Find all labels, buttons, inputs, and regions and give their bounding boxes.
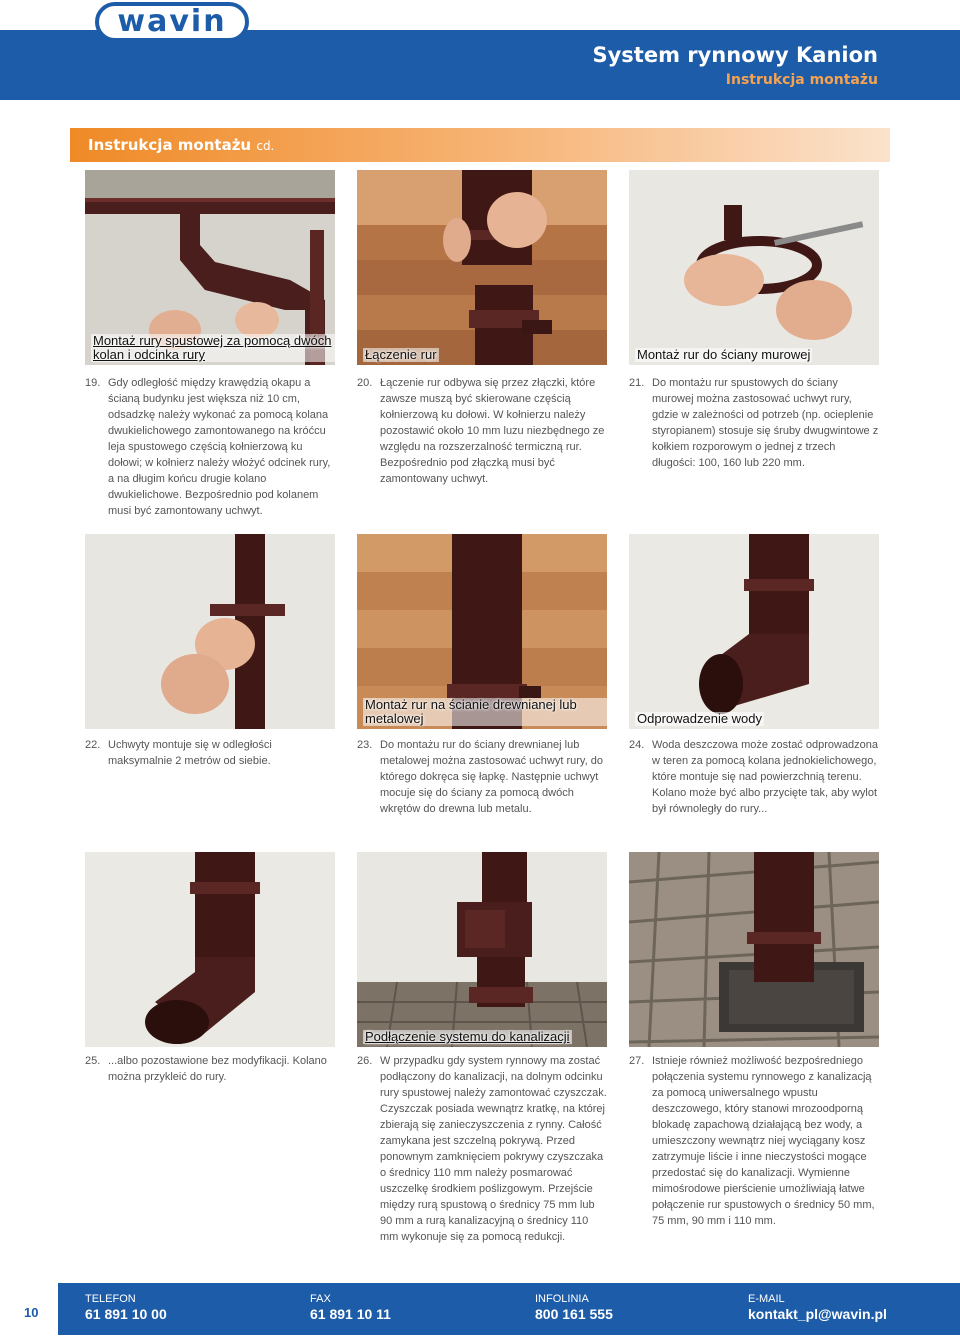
step-number: 22. — [85, 739, 101, 751]
photo-24 — [629, 534, 879, 729]
footer-email — [748, 1293, 887, 1323]
photo-caption: Odprowadzenie wody — [637, 711, 763, 726]
document-title: System rynnowy Kanion — [592, 43, 878, 67]
step-number: 26. — [357, 1055, 373, 1067]
footer-phone — [85, 1293, 167, 1323]
photo-caption: Montaż rury spustowej za pomocą dwóch kolan i odcinka rury — [91, 334, 335, 362]
step-number: 21. — [629, 377, 645, 389]
footer-email-label: E-MAIL — [748, 1293, 785, 1305]
footer-fax — [310, 1293, 391, 1323]
step-text: Woda deszczowa może zostać odprowadzona w teren za pomocą kolana jednokielichowego, które montuje się nad powierzchnią terenu. Kolano może być albo przycięte tak, aby wylot był równoległy do rury... — [652, 739, 879, 815]
step-21 — [629, 375, 879, 471]
step-24 — [629, 737, 879, 817]
photo-25 — [85, 852, 335, 1047]
step-text: W przypadku gdy system rynnowy ma zostać podłączony do kanalizacji, na dolnym odcinku rury spustowej należy zamontować czyszczak. Czyszczak posiada wewnątrz kratkę, na której zbierają się zanieczyszczenia z rynny. Całość zamykana jest szczelną pokrywą. Przed ponownym zamknięciem pokrywy czyszczaka o średnicy 110 mm należy posmarować uszczelkę środkiem poślizgowym. Przejście między rurą spustową o średnicy 75 mm lub 90 mm a rurą kanalizacyjną o średnicy 110 mm wykonuje się za pomocą redukcji. — [380, 1055, 607, 1243]
footer-phone-value: 61 891 10 00 — [85, 1306, 167, 1322]
wavin-logo: wavin — [95, 2, 249, 42]
photo-caption: Łączenie rur — [365, 347, 437, 362]
step-number: 25. — [85, 1055, 101, 1067]
step-23 — [357, 737, 607, 817]
footer-infoline — [535, 1293, 613, 1323]
document-subtitle: Instrukcja montażu — [725, 72, 878, 88]
section-bar — [70, 128, 890, 162]
step-text: Gdy odległość między krawędzią okapu a ścianą budynku jest większa niż 10 cm, odsadzkę należy wykonać za pomocą kolana dwukielichowego zamontowanego na króćcu leja spustowego częścią kołnierzową ku dołowi; w kołnierz należy włożyć odcinek rury, a na długim końcu drugie kolano dwukielichowe. Bezpośrednio pod kolanem musi być zamontowany uchwyt. — [108, 377, 331, 517]
photo-23 — [357, 534, 607, 729]
step-text: ...albo pozostawione bez modyfikacji. Kolano można przykleić do rury. — [108, 1055, 327, 1083]
footer-email-value: kontakt_pl@wavin.pl — [748, 1306, 887, 1322]
step-number: 23. — [357, 739, 373, 751]
step-number: 24. — [629, 739, 645, 751]
step-text: Łączenie rur odbywa się przez złączki, które zawsze muszą być skierowane częścią kołnierzową ku dołowi. W kołnierzu należy pozostawić około 10 mm luzu niezbędnego ze względu na rozszerzalność termiczną rur. Bezpośrednio pod złączką musi być zamontowany uchwyt. — [380, 377, 605, 485]
step-text: Istnieje również możliwość bezpośredniego połączenia systemu rynnowego z kanalizacją za pomocą uniwersalnego wpustu deszczowego, który stanowi mrozoodporną blokadę zapachową działającą bez wody, a umieszczony wewnątrz niej wyciągany kosz zatrzymuje liście i inne nieczystości mogące przedostać się do kanalizacji. Wymienne mimośrodowe pierścienie umożliwiają łatwe połączenie rur spustowych o średnicy 50 mm, 75 mm, 90 mm i 110 mm. — [652, 1055, 875, 1227]
photo-19 — [85, 170, 335, 365]
photo-caption: Podłączenie systemu do kanalizacji — [365, 1029, 570, 1044]
section-title — [88, 136, 274, 154]
step-text: Do montażu rur spustowych do ściany murowej można zastosować uchwyt rury, gdzie w zależności od potrzeb (np. ocieplenie styropianem) stosuje się śruby dwugwintowe z kołkiem rozporowym o jednej z trzech długości: 100, 160 lub 220 mm. — [652, 377, 879, 469]
step-26 — [357, 1053, 607, 1245]
photo-21 — [629, 170, 879, 365]
footer-infoline-label: INFOLINIA — [535, 1293, 589, 1305]
footer-fax-value: 61 891 10 11 — [310, 1306, 391, 1322]
photo-22 — [85, 534, 335, 729]
step-20 — [357, 375, 607, 487]
photo-20 — [357, 170, 607, 365]
step-25 — [85, 1053, 335, 1085]
step-22 — [85, 737, 335, 769]
page-number: 10 — [24, 1305, 39, 1320]
section-title-suffix: cd. — [256, 139, 275, 153]
photo-caption: Montaż rur do ściany murowej — [637, 347, 811, 362]
section-title-text: Instrukcja montażu — [88, 136, 252, 154]
step-number: 20. — [357, 377, 373, 389]
photo-26 — [357, 852, 607, 1047]
photo-caption: Montaż rur na ścianie drewnianej lub metalowej — [363, 698, 607, 726]
step-27 — [629, 1053, 879, 1229]
footer-phone-label: TELEFON — [85, 1293, 136, 1305]
step-number: 27. — [629, 1055, 645, 1067]
step-text: Do montażu rur do ściany drewnianej lub metalowej można zastosować uchwyt rury, do którego dokręca się łapkę. Następnie uchwyt mocuje się do ściany za pomocą dwóch wkrętów do drewna lub metalu. — [380, 739, 603, 815]
footer-fax-label: FAX — [310, 1293, 331, 1305]
step-number: 19. — [85, 377, 101, 389]
photo-27 — [629, 852, 879, 1047]
step-19 — [85, 375, 335, 519]
footer-infoline-value: 800 161 555 — [535, 1306, 613, 1322]
step-text: Uchwyty montuje się w odległości maksymalnie 2 metrów od siebie. — [108, 739, 272, 767]
